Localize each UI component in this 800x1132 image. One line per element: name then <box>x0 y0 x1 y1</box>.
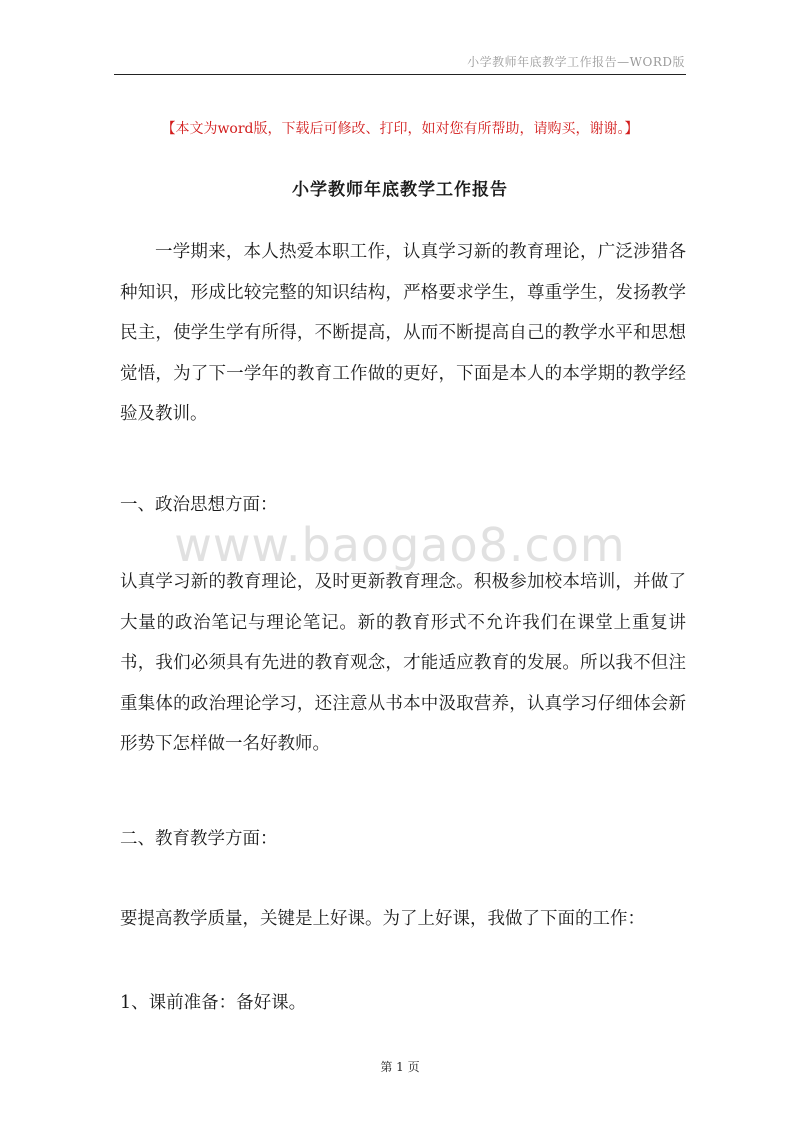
header-rule <box>114 74 686 75</box>
intro-paragraph: 一学期来，本人热爱本职工作，认真学习新的教育理论，广泛涉猎各种知识，形成比较完整的知识结构，严格要求学生，尊重学生，发扬教学民主，使学生学有所得，不断提高，从而不断提高自己的教学水平和思想觉悟，为了下一学年的教育工作做的更好，下面是本人的本学期的教学经验及教训。 <box>120 242 686 424</box>
section-heading-politics: 一、政治思想方面： <box>120 495 278 515</box>
section-heading-teaching: 二、教育教学方面： <box>120 829 278 849</box>
watermark: www.baogao8.com <box>174 518 626 572</box>
section-body-teaching: 要提高教学质量，关键是上好课。为了上好课，我做了下面的工作： <box>120 909 645 929</box>
purchase-notice: 【本文为word版，下载后可修改、打印，如对您有所帮助，请购买，谢谢。】 <box>161 121 639 137</box>
list-item-preparation: 1、课前准备：备好课。 <box>120 993 307 1013</box>
page-number: 第 1 页 <box>380 1060 420 1074</box>
running-header: 小学教师年底教学工作报告—WORD版 <box>467 55 685 69</box>
document-title: 小学教师年底教学工作报告 <box>292 180 508 200</box>
section-body-politics: 认真学习新的教育理论，及时更新教育理念。积极参加校本培训，并做了大量的政治笔记与理论笔记。新的教育形式不允许我们在课堂上重复讲书，我们必须具有先进的教育观念，才能适应教育的发展。所以我不但注重集体的政治理论学习，还注意从书本中汲取营养，认真学习仔细体会新形势下怎样做一名好教师。 <box>120 572 686 754</box>
